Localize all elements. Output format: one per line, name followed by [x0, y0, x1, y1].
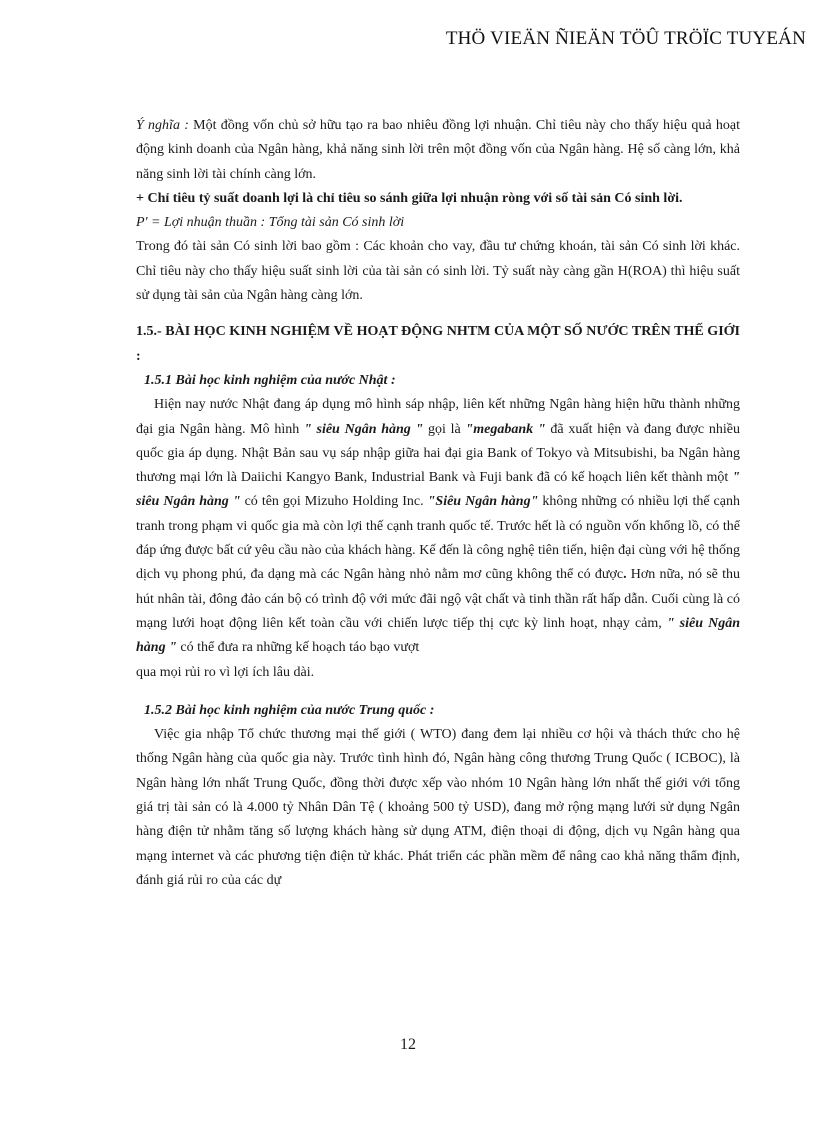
assets-paragraph: Trong đó tài sản Có sinh lời bao gồm : Các khoản cho vay, đầu tư chứng khoán, tài sản Có sinh lời khác. Chỉ tiêu này cho thấy hiệu suất sinh lời của tài sản có sinh lời. Tỷ suất này càng gần H(ROA) thì hiệu suất sử dụng tài sản của Ngân hàng càng lớn.: [136, 239, 740, 304]
japan-text-1: Hiện nay nước Nhật đang áp dụng mô hình sáp nhập, liên kết những Ngân hàng hiện hữu thành những đại gia Ngân hàng. Mô hình: [136, 397, 740, 437]
japan-text-4: có tên gọi Mizuho Holding Inc.: [240, 494, 428, 510]
meaning-label: Ý nghĩa :: [136, 118, 189, 133]
meaning-text: Một đồng vốn chủ sở hữu tạo ra bao nhiêu đồng lợi nhuận. Chỉ tiêu này cho thấy hiệu quả hoạt động kinh doanh của Ngân hàng, khả năng sinh lời trên một đồng vốn của Ngân hàng. Hệ số càng lớn, khả năng sinh lời tài chính càng lớn.: [136, 118, 740, 182]
japan-text-2: gọi là: [423, 421, 466, 437]
japan-bold-dot: .: [623, 567, 627, 583]
japan-emph-3: " siêu Ngân hàng ": [136, 470, 740, 510]
japan-text-6: Hơn nữa, nó sẽ thu hút nhân tài, đông đảo cán bộ có trình độ với mức đãi ngộ vật chất và tinh thần rất hấp dẫn. Cuối cùng là có mạng lưới hoạt động liên kết toàn cầu với chiến lược tiếp thị cực kỳ linh hoạt, nhạy cảm,: [136, 567, 740, 631]
japan-text-3: đã xuất hiện và đang được nhiều quốc gia áp dụng. Nhật Bản sau vụ sáp nhập giữa hai đại gia Bank of Tokyo và Mitsubishi, ba Ngân hàng thương mại lớn là Daiichi Kangyo Bank, Industrial Bank và Fuji bank đã có kế hoạch liên kết thành một: [136, 421, 740, 486]
ratio-bold-item: + Chỉ tiêu tỷ suất doanh lợi là chỉ tiêu so sánh giữa lợi nhuận ròng với số tài sản Có sinh lời.: [136, 190, 683, 206]
document-body: [136, 114, 740, 893]
japan-text-7: có thể đưa ra những kế hoạch táo bạo vượt: [176, 640, 420, 656]
japan-paragraph-end: qua mọi rủi ro vì lợi ích lâu dài.: [136, 664, 315, 680]
page-header: THÖ VIEÄN ÑIEÄN TÖÛ TRÖÏC TUYEÁN: [445, 28, 806, 49]
meaning-paragraph: [136, 114, 740, 187]
japan-emph-5: " siêu Ngân hàng ": [136, 615, 740, 656]
japan-paragraph: [136, 393, 740, 660]
formula-line: P' = Lợi nhuận thuần : Tổng tài sản Có sinh lời: [136, 215, 405, 231]
japan-subheading: 1.5.1 Bài học kinh nghiệm của nước Nhật :: [144, 372, 396, 388]
japan-emph-1: " siêu Ngân hàng ": [304, 421, 424, 437]
section-heading: 1.5.- BÀI HỌC KINH NGHIỆM VỀ HOẠT ĐỘNG NHTM CỦA MỘT SỐ NƯỚC TRÊN THẾ GIỚI :: [136, 324, 740, 364]
china-paragraph: Việc gia nhập Tổ chức thương mại thế giới ( WTO) đang đem lại nhiều cơ hội và thách thức cho hệ thống Ngân hàng của quốc gia này. Trước tình hình đó, Ngân hàng công thương Trung Quốc ( ICBOC), là Ngân hàng lớn nhất Trung Quốc, đồng thời được xếp vào nhóm 10 Ngân hàng lớn nhất thế giới với tổng giá trị tài sản có là 4.000 tỷ Nhân Dân Tệ ( khoảng 500 tỷ USD), đang mở rộng mạng lưới sử dụng Ngân hàng điện tử nhằm tăng số lượng khách hàng sử dụng ATM, điện thoại di động, dịch vụ Ngân hàng qua mạng internet và các phương tiện điện tử khác. Phát triển các phần mềm để nâng cao khả năng thẩm định, đánh giá rủi ro của các dự: [136, 727, 740, 888]
japan-emph-4: "Siêu Ngân hàng": [427, 494, 539, 510]
japan-emph-2: "megabank ": [465, 421, 546, 437]
china-subheading: 1.5.2 Bài học kinh nghiệm của nước Trung quốc :: [144, 702, 435, 718]
japan-text-5: không những có nhiều lợi thế cạnh tranh trong phạm vi quốc gia mà còn lợi thế cạnh tranh quốc tế. Trước hết là có nguồn vốn khổng lồ, có thể đáp ứng được bất cứ yêu cầu nào của khách hàng. Kế đến là công nghệ tiên tiến, hiện đại cùng với hệ thống dịch vụ phong phú, đa dạng mà các Ngân hàng nhỏ nằm mơ cũng không thể có được: [136, 494, 740, 583]
page-number: 12: [400, 1036, 416, 1053]
